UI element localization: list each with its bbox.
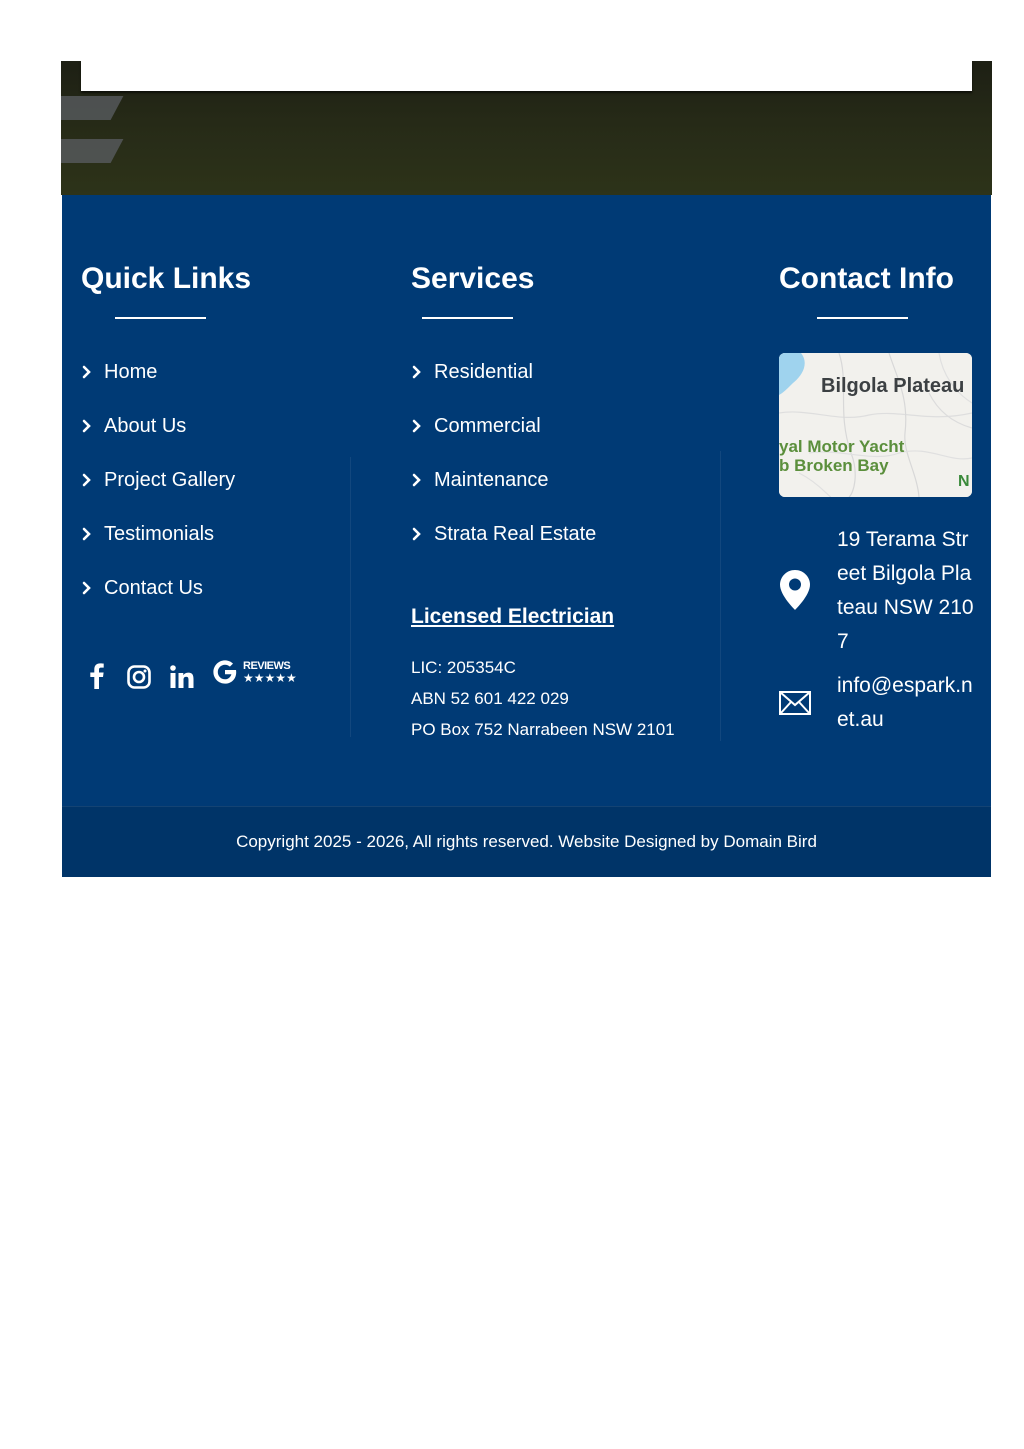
service-link-strata-real-estate[interactable]	[411, 521, 596, 575]
map-label-line-1: yal Motor Yacht	[779, 437, 905, 456]
service-link-commercial[interactable]	[411, 413, 596, 467]
quick-link-home[interactable]	[81, 359, 235, 413]
services-underline	[422, 317, 513, 319]
site-footer	[62, 195, 991, 806]
quick-link-label: Testimonials	[104, 523, 215, 545]
quick-link-project-gallery[interactable]	[81, 467, 235, 521]
quick-links-title: Quick Links	[81, 262, 252, 295]
map-label-yacht	[779, 437, 904, 475]
quick-link-about-us[interactable]	[81, 413, 235, 467]
license-details	[411, 652, 675, 745]
map-label-line-2: b Broken Bay	[779, 456, 889, 475]
copyright-bar	[62, 806, 991, 877]
chevron-right-icon	[81, 365, 93, 379]
hero-banner	[61, 61, 992, 195]
service-link-label: Maintenance	[434, 469, 549, 491]
address-text: 19 Terama Street Bilgola Plateau NSW 2107	[837, 528, 974, 653]
rating-stars: ★★★★★	[243, 671, 297, 685]
chevron-right-icon	[411, 473, 423, 487]
location-map[interactable]	[779, 353, 972, 497]
services-title: Services	[411, 262, 535, 295]
quick-link-label: About Us	[104, 415, 187, 437]
google-icon	[212, 659, 238, 690]
quick-links-list	[81, 359, 235, 629]
service-link-label: Commercial	[434, 415, 541, 437]
copyright-text: Copyright 2025 - 2026, All rights reserved. Website Designed by Domain Bird	[236, 832, 817, 851]
po-box-address: PO Box 752 Narrabeen NSW 2101	[411, 720, 675, 739]
service-link-label: Residential	[434, 361, 533, 383]
hero-card	[81, 61, 972, 91]
quick-link-label: Project Gallery	[104, 469, 236, 491]
chevron-right-icon	[81, 473, 93, 487]
location-pin-icon	[779, 569, 811, 616]
license-number: LIC: 205354C	[411, 658, 516, 677]
chevron-right-icon	[81, 581, 93, 595]
contact-info-title: Contact Info	[779, 262, 954, 295]
map-compass-label: N	[958, 473, 970, 490]
linkedin-icon[interactable]	[170, 665, 194, 694]
email-link[interactable]: info@espark.net.au	[837, 674, 973, 731]
service-link-residential[interactable]	[411, 359, 596, 413]
service-link-label: Strata Real Estate	[434, 523, 597, 545]
map-place-name: Bilgola Plateau	[821, 375, 965, 397]
quick-link-contact-us[interactable]	[81, 575, 235, 629]
licensed-electrician-link[interactable]: Licensed Electrician	[411, 605, 615, 628]
google-reviews-badge[interactable]	[212, 659, 312, 689]
google-reviews-label: REVIEWS	[243, 660, 291, 672]
column-divider	[720, 451, 721, 741]
quick-link-label: Contact Us	[104, 577, 203, 599]
chevron-right-icon	[411, 365, 423, 379]
quick-link-label: Home	[104, 361, 158, 383]
services-list	[411, 359, 596, 575]
column-divider	[350, 457, 351, 737]
chevron-right-icon	[81, 527, 93, 541]
facebook-icon[interactable]	[90, 663, 104, 694]
abn-number: ABN 52 601 422 029	[411, 689, 569, 708]
chevron-right-icon	[81, 419, 93, 433]
quick-link-testimonials[interactable]	[81, 521, 235, 575]
chevron-right-icon	[411, 527, 423, 541]
service-link-maintenance[interactable]	[411, 467, 596, 521]
contact-info-underline	[817, 317, 908, 319]
social-links	[86, 659, 326, 699]
instagram-icon[interactable]	[127, 665, 151, 694]
hero-stripe	[61, 139, 123, 163]
email-icon	[779, 691, 811, 720]
hero-stripe	[61, 96, 123, 120]
chevron-right-icon	[411, 419, 423, 433]
quick-links-underline	[115, 317, 206, 319]
